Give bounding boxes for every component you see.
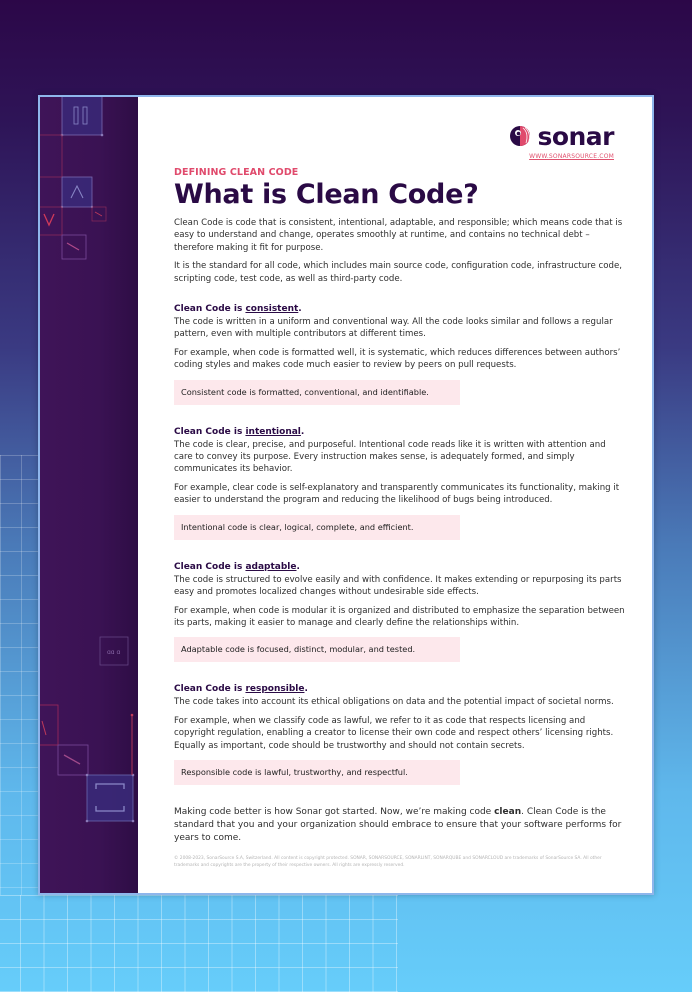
intro-paragraph: It is the standard for all code, which includes main source code, configuration code, infrastructure code, scripting code, test code, as well as third-party code. [174,261,622,284]
section-keyword: adaptable [245,561,297,572]
document-page [38,95,654,895]
closing-paragraph: Making code better is how Sonar got started. Now, we’re making code clean. Clean Code is the standard that you and your organization should embrace to ensure that your software performs for years to come. [174,806,622,843]
section-adaptable [174,561,626,663]
section-callout: Consistent code is formatted, conventional, and identifiable. [174,380,460,405]
section-callout: Responsible code is lawful, trustworthy, and respectful. [174,760,460,785]
eyebrow-label: DEFINING CLEAN CODE [174,167,299,178]
section-paragraph: For example, clear code is self-explanatory and transparently communicates its functionality, making it easier to understand the program and reducing the likelihood of bugs being introduced. [174,482,620,506]
svg-text:ɑɑ ɑ: ɑɑ ɑ [107,649,121,656]
decorative-sidebar [40,97,138,893]
section-paragraph: The code is structured to evolve easily and with confidence. It makes extending or repurposing its parts easy and promotes localized changes without undesirable side effects. [174,574,622,598]
section-keyword: responsible [245,684,305,695]
sonar-logo-mark-icon [508,123,534,149]
section-paragraph: For example, when we classify code as lawful, we refer to it as code that respects licensing and copyright regulation, enabling a creator to license their own code and respect others’ licensing rights. Equally as important, code should be trustworthy and should not contain secrets. [174,715,614,751]
section-paragraph: The code is written in a uniform and conventional way. All the code looks similar and follows a regular pattern, even with multiple contributors at different times. [174,317,613,340]
section-paragraph: The code takes into account its ethical obligations on data and the potential impact of societal norms. [174,697,614,708]
section-heading: Clean Code is responsible. [174,684,308,695]
closing-emphasis: clean [494,806,522,817]
background-grid-left [0,455,38,895]
intro-paragraph: Clean Code is code that is consistent, intentional, adaptable, and responsible; which means code that is easy to understand and change, operates smoothly at runtime, and contains no technical debt – therefore making it fit for purpose. [174,218,623,253]
section-heading: Clean Code is intentional. [174,426,305,437]
website-link[interactable]: WWW.SONARSOURCE.COM [529,153,614,160]
closing-statement [174,806,626,844]
legal-footer: © 2008-2023, SonarSource S.A, Switzerland. All content is copyright protected. SONAR, SONARSOURCE, SONARLINT, SONARQUBE and SONARCLOUD are trademarks of SonarSource SA. All other trademarks and copyrights are the property of their respective owners. All rights are expressly reserved. [174,856,602,868]
section-paragraph: The code is clear, precise, and purposeful. Intentional code reads like it is written with attention and care to convey its purpose. Every instruction makes sense, is adequately formed, and simply communicates its behavior. [174,439,606,475]
page-title: What is Clean Code? [174,179,479,210]
section-keyword: intentional [245,426,301,437]
content-flow [174,217,626,869]
section-callout: Adaptable code is focused, distinct, modular, and tested. [174,637,460,662]
section-intentional [174,426,626,540]
sonar-logo [508,123,614,160]
section-heading: Clean Code is adaptable. [174,561,300,572]
section-heading: Clean Code is consistent. [174,304,302,315]
decorative-key-pattern-icon [40,97,138,895]
background-grid-bottom [0,895,398,992]
section-callout: Intentional code is clear, logical, complete, and efficient. [174,515,460,540]
section-paragraph: For example, when code is modular it is organized and distributed to emphasize the separation between its parts, making it easier to manage and clearly define the relationships within. [174,605,625,628]
logo-wordmark: sonar [537,121,614,151]
section-consistent [174,303,626,405]
section-keyword: consistent [245,304,299,315]
section-responsible [174,683,626,785]
section-paragraph: For example, when code is formatted well, it is systematic, which reduces differences between authors’ coding styles and makes code much easier to review by peers on pull requests. [174,347,621,371]
